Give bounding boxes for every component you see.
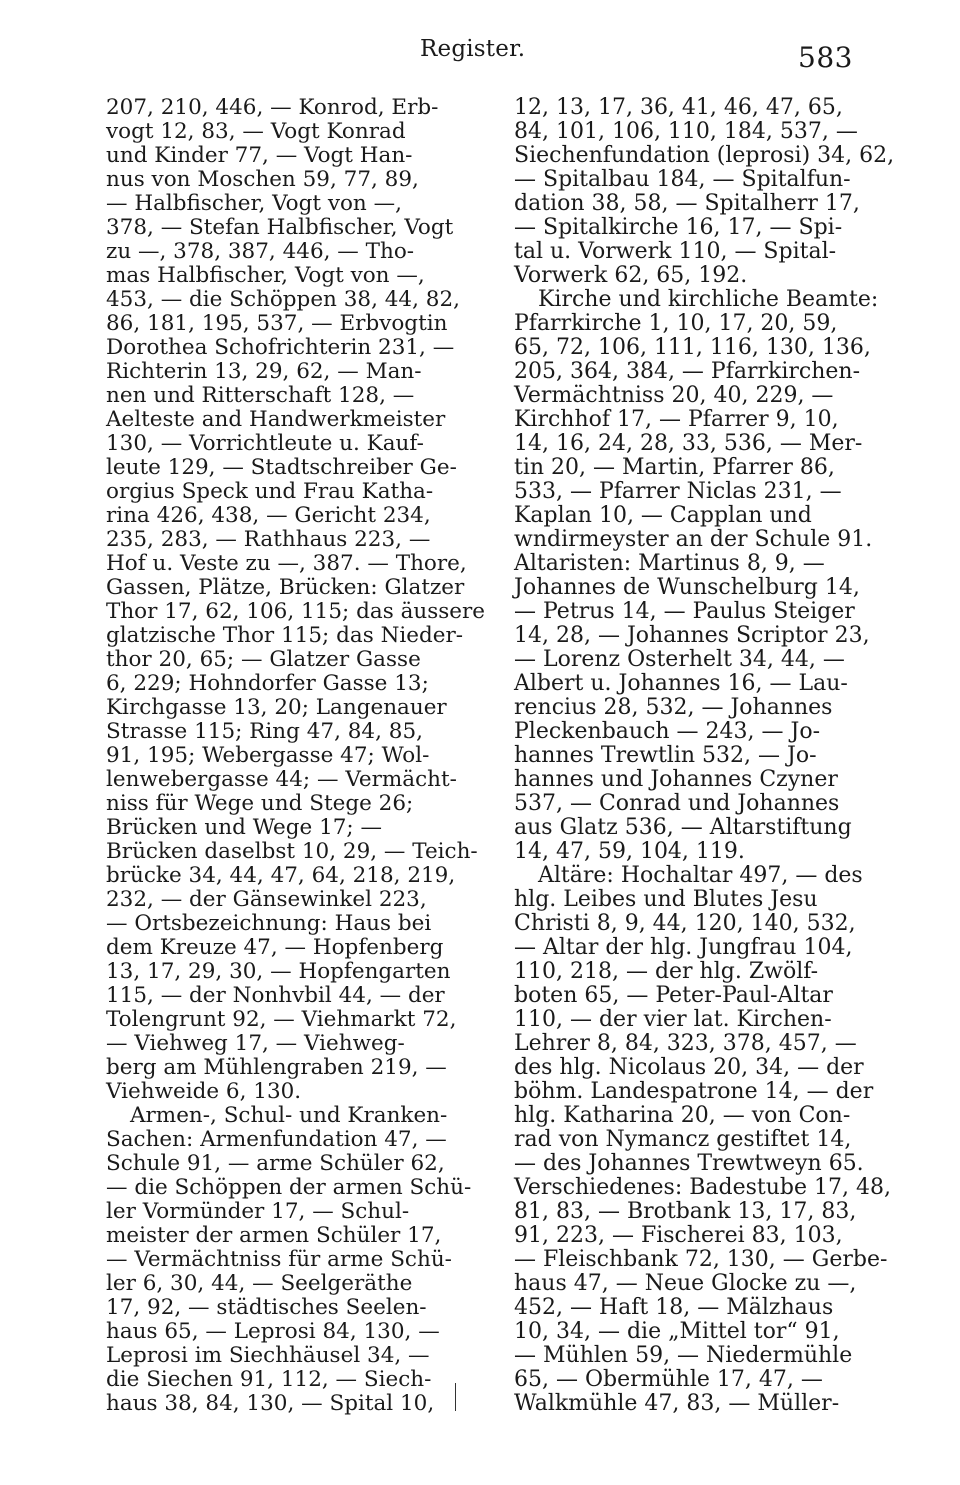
text-line: haus 47, — Neue Glocke zu —, <box>514 1271 857 1296</box>
text-line: 205, 364, 384, — Pfarrkirchen- <box>514 359 861 384</box>
text-line: Richterin 13, 29, 62, — Man- <box>106 359 422 384</box>
text-line: böhm. Landespatrone 14, — der <box>514 1079 874 1104</box>
text-line: — Halbfischer, Vogt von —, <box>106 191 402 216</box>
text-line: Dorothea Schofrichterin 231, — <box>106 335 455 360</box>
text-line: 12, 13, 17, 36, 41, 46, 47, 65, <box>514 95 843 120</box>
text-line: dem Kreuze 47, — Hopfenberg <box>106 935 444 960</box>
running-head: Register. <box>420 36 526 62</box>
page-number: 583 <box>798 41 853 74</box>
text-line: Aelteste and Handwerkmeister <box>106 407 446 432</box>
text-line: meister der armen Schüler 17, <box>106 1223 442 1248</box>
text-line: wndirmeyster an der Schule 91. <box>514 527 873 552</box>
text-line: Verschiedenes: Badestube 17, 48, <box>514 1175 891 1200</box>
column-divider <box>455 1383 456 1411</box>
text-line: 537, — Conrad und Johannes <box>514 791 840 816</box>
text-line: 14, 16, 24, 28, 33, 536, — Mer- <box>514 431 863 456</box>
text-line: Schule 91, — arme Schüler 62, <box>106 1151 445 1176</box>
text-line: Brücken daselbst 10, 29, — Teich- <box>106 839 478 864</box>
text-line: Vermächtniss 20, 40, 229, — <box>514 383 834 408</box>
text-line: 452, — Haft 18, — Mälzhaus <box>514 1295 834 1320</box>
text-line: 533, — Pfarrer Niclas 231, — <box>514 479 842 504</box>
text-line: vogt 12, 83, — Vogt Konrad <box>106 119 406 144</box>
text-line: 81, 83, — Brotbank 13, 17, 83, <box>514 1199 857 1224</box>
text-line: Altaristen: Martinus 8, 9, — <box>514 551 825 576</box>
text-line: 115, — der Nonhvbil 44, — der <box>106 983 445 1008</box>
text-line: haus 65, — Leprosi 84, 130, — <box>106 1319 440 1344</box>
text-line: Kirchhof 17, — Pfarrer 9, 10, <box>514 407 839 432</box>
text-line: lenwebergasse 44; — Vermächt- <box>106 767 457 792</box>
text-line: — Altar der hlg. Jungfrau 104, <box>514 935 853 960</box>
text-line: berg am Mühlengraben 219, — <box>106 1055 447 1080</box>
text-line: Siechenfundation (leprosi) 34, 62, <box>514 143 895 168</box>
text-line: 130, — Vorrichtleute u. Kauf- <box>106 431 424 456</box>
text-line: — Petrus 14, — Paulus Steiger <box>514 599 855 624</box>
text-line: tal u. Vorwerk 110, — Spital- <box>514 239 837 264</box>
text-line: — Lorenz Osterhelt 34, 44, — <box>514 647 845 672</box>
text-line: Johannes de Wunschelburg 14, <box>514 575 860 600</box>
text-line: 65, — Obermühle 17, 47, — <box>514 1367 823 1392</box>
text-line: 14, 28, — Johannes Scriptor 23, <box>514 623 870 648</box>
text-line: des hlg. Nicolaus 20, 34, — der <box>514 1055 864 1080</box>
text-line: rencius 28, 532, — Johannes <box>514 695 833 720</box>
text-line: nen und Ritterschaft 128, — <box>106 383 415 408</box>
text-line: zu —, 378, 387, 446, — Tho- <box>106 239 415 264</box>
text-line: aus Glatz 536, — Altarstiftung <box>514 815 852 840</box>
text-line: Sachen: Armenfundation 47, — <box>106 1127 447 1152</box>
text-line: Hof u. Veste zu —, 387. — Thore, <box>106 551 467 576</box>
section-heading-line: Kirche und kirchliche Beamte: <box>538 287 879 312</box>
text-line: und Kinder 77, — Vogt Han- <box>106 143 413 168</box>
text-line: ler 6, 30, 44, — Seelgeräthe <box>106 1271 413 1296</box>
text-line: — Fleischbank 72, 130, — Gerbe- <box>514 1247 888 1272</box>
text-line: Kaplan 10, — Capplan und <box>514 503 812 528</box>
text-line: 91, 195; Webergasse 47; Wol- <box>106 743 430 768</box>
text-line: 13, 17, 29, 30, — Hopfengarten <box>106 959 451 984</box>
text-line: Albert u. Johannes 16, — Lau- <box>514 671 848 696</box>
text-line: 235, 283, — Rathhaus 223, — <box>106 527 431 552</box>
text-line: Lehrer 8, 84, 323, 378, 457, — <box>514 1031 857 1056</box>
text-line: Pfarrkirche 1, 10, 17, 20, 59, <box>514 311 838 336</box>
text-line: rina 426, 438, — Gericht 234, <box>106 503 431 528</box>
text-line: — Vermächtniss für arme Schü- <box>106 1247 452 1272</box>
text-line: rad von Nymancz gestiftet 14, <box>514 1127 852 1152</box>
text-line: 14, 47, 59, 104, 119. <box>514 839 745 864</box>
text-line: niss für Wege und Stege 26; <box>106 791 414 816</box>
text-line: Vorwerk 62, 65, 192. <box>514 263 748 288</box>
text-line: hlg. Leibes und Blutes Jesu <box>514 887 818 912</box>
text-line: 91, 223, — Fischerei 83, 103, <box>514 1223 843 1248</box>
right-column <box>514 95 895 1416</box>
text-line: — Viehweg 17, — Viehweg- <box>106 1031 405 1056</box>
text-line: 65, 72, 106, 111, 116, 130, 136, <box>514 335 871 360</box>
text-line: hlg. Katharina 20, — von Con- <box>514 1103 851 1128</box>
text-line: Pleckenbauch — 243, — Jo- <box>514 719 821 744</box>
text-line: — die Schöppen der armen Schü- <box>106 1175 472 1200</box>
text-line: haus 38, 84, 130, — Spital 10, <box>106 1391 435 1416</box>
text-line: tin 20, — Martin, Pfarrer 86, <box>514 455 835 480</box>
text-line: 232, — der Gänsewinkel 223, <box>106 887 427 912</box>
text-line: 86, 181, 195, 537, — Erbvogtin <box>106 311 448 336</box>
text-line: Tolengrunt 92, — Viehmarkt 72, <box>106 1007 457 1032</box>
section-heading-line: Armen-, Schul- und Kranken- <box>130 1103 448 1128</box>
text-line: thor 20, 65; — Glatzer Gasse <box>106 647 421 672</box>
text-line: Strasse 115; Ring 47, 84, 85, <box>106 719 423 744</box>
text-line: Thor 17, 62, 106, 115; das äussere <box>106 599 486 624</box>
text-line: brücke 34, 44, 47, 64, 218, 219, <box>106 863 456 888</box>
text-line: — Spitalkirche 16, 17, — Spi- <box>514 215 843 240</box>
text-line: — Ortsbezeichnung: Haus bei <box>106 911 432 936</box>
text-line: Viehweide 6, 130. <box>106 1079 302 1104</box>
text-line: — Spitalbau 184, — Spitalfun- <box>514 167 851 192</box>
text-line: — des Johannes Trewtweyn 65. <box>514 1151 864 1176</box>
text-line: glatzische Thor 115; das Nieder- <box>106 623 464 648</box>
text-line: — Mühlen 59, — Niedermühle <box>514 1343 853 1368</box>
text-line: 84, 101, 106, 110, 184, 537, — <box>514 119 858 144</box>
text-line: 453, — die Schöppen 38, 44, 82, <box>106 287 460 312</box>
left-column <box>106 95 486 1416</box>
text-line: Walkmühle 47, 83, — Müller- <box>514 1391 840 1416</box>
text-line: 10, 34, — die „Mittel tor“ 91, <box>514 1319 840 1344</box>
text-line: 17, 92, — städtisches Seelen- <box>106 1295 427 1320</box>
text-line: Christi 8, 9, 44, 120, 140, 532, <box>514 911 856 936</box>
section-heading-line: Altäre: Hochaltar 497, — des <box>538 863 863 888</box>
text-line: 6, 229; Hohndorfer Gasse 13; <box>106 671 429 696</box>
text-line: dation 38, 58, — Spitalherr 17, <box>514 191 860 216</box>
text-line: Kirchgasse 13, 20; Langenauer <box>106 695 447 720</box>
text-line: Gassen, Plätze, Brücken: Glatzer <box>106 575 465 600</box>
text-line: 207, 210, 446, — Konrod, Erb- <box>106 95 439 120</box>
text-line: hannes und Johannes Czyner <box>514 767 838 792</box>
text-line: 110, 218, — der hlg. Zwölf- <box>514 959 819 984</box>
text-line: mas Halbfischer, Vogt von —, <box>106 263 425 288</box>
text-line: 110, — der vier lat. Kirchen- <box>514 1007 832 1032</box>
text-line: 378, — Stefan Halbfischer, Vogt <box>106 215 454 240</box>
text-line: Brücken und Wege 17; — <box>106 815 383 840</box>
text-line: die Siechen 91, 112, — Siech- <box>106 1367 432 1392</box>
text-line: hannes Trewtlin 532, — Jo- <box>514 743 817 768</box>
text-line: nus von Moschen 59, 77, 89, <box>106 167 419 192</box>
text-line: ler Vormünder 17, — Schul- <box>106 1199 410 1224</box>
text-line: boten 65, — Peter-Paul-Altar <box>514 983 833 1008</box>
text-line: orgius Speck und Frau Katha- <box>106 479 434 504</box>
text-line: Leprosi im Siechhäusel 34, — <box>106 1343 430 1368</box>
text-line: leute 129, — Stadtschreiber Ge- <box>106 455 457 480</box>
